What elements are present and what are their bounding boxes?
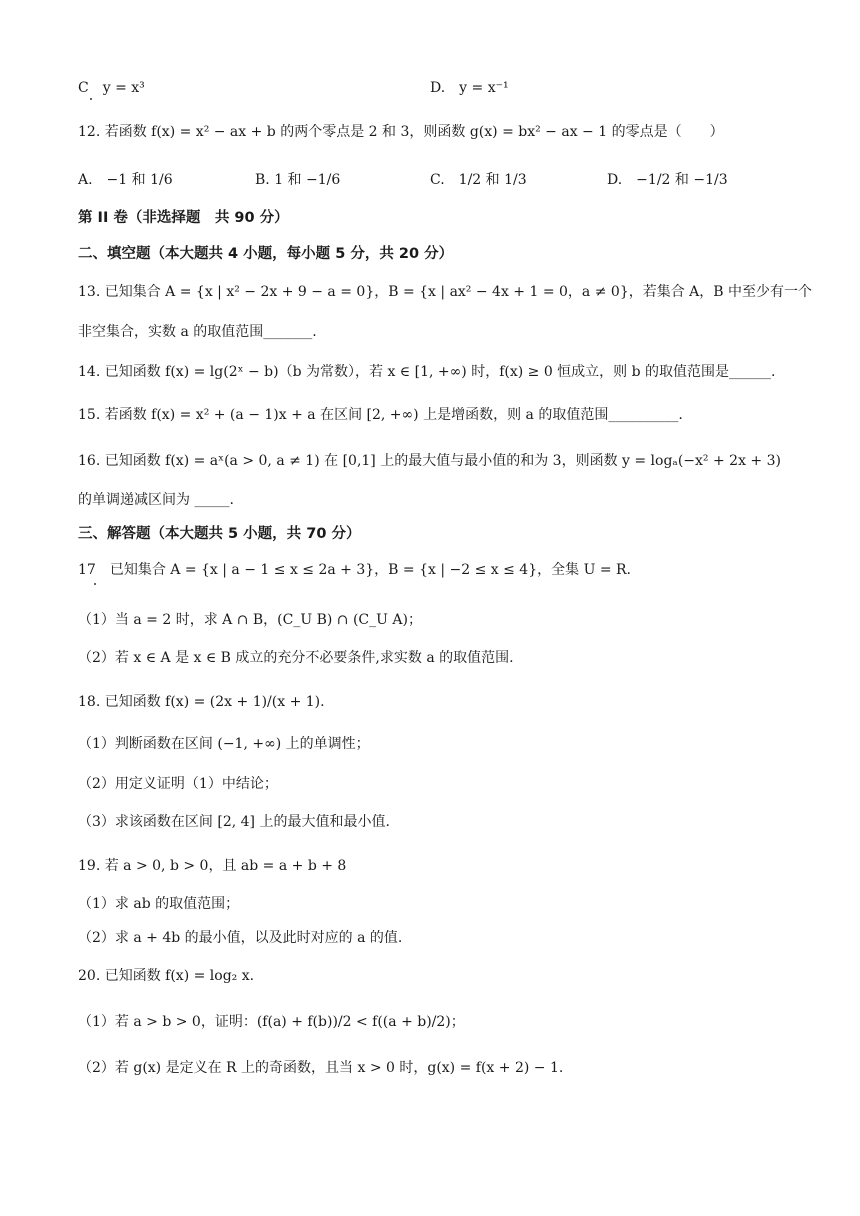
part2-heading: 第 II 卷（非选择题 共 90 分） [78, 210, 289, 226]
q17-stem: 17 已知集合 A = {x | a − 1 ≤ x ≤ 2a + 3}，B = {x | −2 ≤ x ≤ 4}，全集 U = R. [78, 562, 631, 578]
q12-stem: 12. 若函数 f(x) = x² − ax + b 的两个零点是 2 和 3，则函数 g(x) = bx² − ax − 1 的零点是（ ） [78, 124, 724, 140]
q18-part3: （3）求该函数在区间 [2, 4] 上的最大值和最小值. [78, 814, 390, 830]
stray-dot [94, 583, 96, 585]
q14: 14. 已知函数 f(x) = lg(2ˣ − b)（b 为常数），若 x ∈ [1, +∞) 时，f(x) ≥ 0 恒成立，则 b 的取值范围是______. [78, 364, 776, 380]
q12-option-c: C. 1/2 和 1/3 [430, 172, 527, 188]
q12-option-a: A. −1 和 1/6 [78, 172, 173, 188]
q18-part1: （1）判断函数在区间 (−1, +∞) 上的单调性； [78, 736, 370, 752]
q19-part1: （1）求 ab 的取值范围； [78, 896, 240, 912]
q20-part1: （1）若 a > b > 0，证明：(f(a) + f(b))/2 < f((a + b)/2)； [78, 1014, 465, 1030]
section2-heading: 二、填空题（本大题共 4 小题，每小题 5 分，共 20 分） [78, 246, 454, 262]
q15: 15. 若函数 f(x) = x² + (a − 1)x + a 在区间 [2, +∞) 上是增函数，则 a 的取值范围__________. [78, 407, 683, 423]
q18-stem: 18. 已知函数 f(x) = (2x + 1)/(x + 1). [78, 694, 325, 710]
stray-dot [90, 98, 92, 100]
q19-stem: 19. 若 a > 0, b > 0，且 ab = a + b + 8 [78, 858, 347, 874]
q16-line2: 的单调递减区间为 _____. [78, 492, 234, 508]
q16-line1: 16. 已知函数 f(x) = aˣ(a > 0, a ≠ 1) 在 [0,1] 上的最大值与最小值的和为 3，则函数 y = logₐ(−x² + 2x + 3) [78, 453, 781, 469]
q12-option-b: B. 1 和 −1/6 [255, 172, 341, 188]
q18-part2: （2）用定义证明（1）中结论； [78, 776, 278, 792]
q12-option-d: D. −1/2 和 −1/3 [607, 172, 728, 188]
q20-stem: 20. 已知函数 f(x) = log₂ x. [78, 968, 255, 984]
q20-part2: （2）若 g(x) 是定义在 R 上的奇函数，且当 x > 0 时，g(x) = f(x + 2) − 1. [78, 1060, 564, 1076]
q13-line2: 非空集合，实数 a 的取值范围_______. [78, 324, 317, 340]
q13-line1: 13. 已知集合 A = {x | x² − 2x + 9 − a = 0}，B = {x | ax² − 4x + 1 = 0，a ≠ 0}，若集合 A，B 中至少有一个 [78, 284, 813, 300]
q17-part1: （1）当 a = 2 时，求 A ∩ B，(C_U B) ∩ (C_U A)； [78, 612, 422, 628]
q17-part2: （2）若 x ∈ A 是 x ∈ B 成立的充分不必要条件,求实数 a 的取值范围. [78, 650, 514, 666]
q11-option-c: C y = x³ [78, 80, 145, 96]
q19-part2: （2）求 a + 4b 的最小值，以及此时对应的 a 的值. [78, 930, 403, 946]
section3-heading: 三、解答题（本大题共 5 小题，共 70 分） [78, 526, 361, 542]
q11-option-d: D. y = x⁻¹ [430, 80, 509, 96]
